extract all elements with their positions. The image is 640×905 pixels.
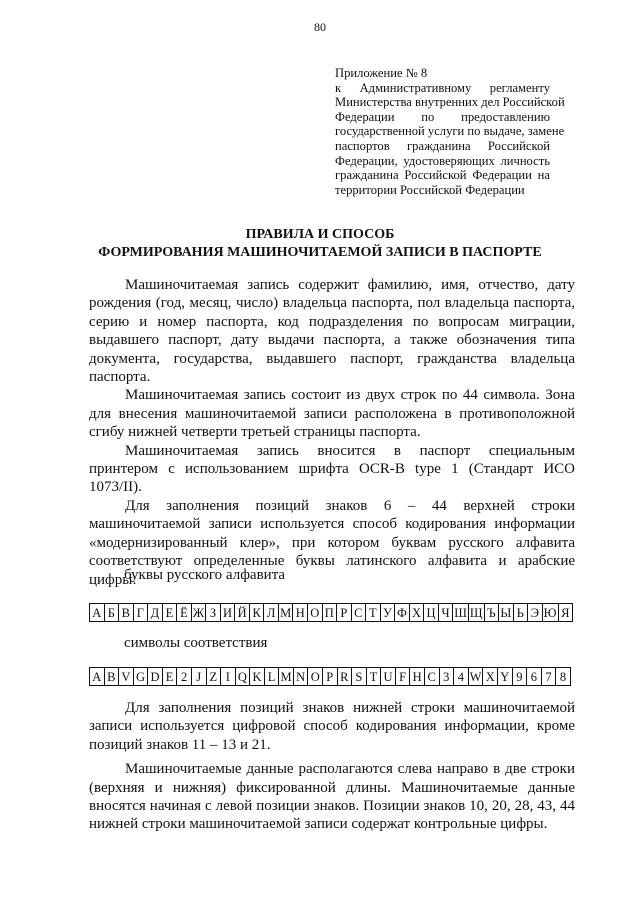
character-cell: Г: [134, 604, 149, 621]
paragraph-line: принтером с использованием шрифта OCR-B type 1 (Стандарт ИСО: [89, 461, 575, 478]
character-cell: S: [352, 668, 367, 685]
paragraph-line: 1073/II).: [89, 479, 142, 496]
character-cell: Ы: [499, 604, 514, 621]
appendix-line: гражданина Российской Федерации на: [335, 168, 550, 183]
character-cell: М: [279, 604, 294, 621]
paragraph-line: позиций знаков 11 – 13 и 21.: [89, 736, 271, 753]
character-cell: И: [221, 604, 236, 621]
character-cell: K: [250, 668, 265, 685]
appendix-line: к Административному регламенту: [335, 80, 550, 95]
character-cell: В: [119, 604, 134, 621]
character-cell: B: [105, 668, 120, 685]
character-cell: G: [134, 668, 149, 685]
character-cell: О: [308, 604, 323, 621]
character-cell: Y: [498, 668, 513, 685]
document-title: [0, 226, 640, 262]
character-cell: M: [279, 668, 294, 685]
russian-alphabet-table: [89, 603, 573, 622]
character-cell: У: [381, 604, 396, 621]
character-cell: Х: [410, 604, 425, 621]
section-1: [89, 276, 575, 589]
appendix-line: Федерации, удостоверяющих личность: [335, 153, 550, 168]
paragraph-line: цифры:: [89, 571, 137, 588]
appendix-line: паспортов гражданина Российской: [335, 138, 550, 153]
paragraph-line: для внесения машиночитаемой записи расположена в противоположной: [89, 405, 575, 422]
paragraph-line: Машиночитаемая запись вносится в паспорт специальным: [125, 442, 575, 459]
section-2: [89, 699, 575, 834]
character-cell: P: [323, 668, 338, 685]
character-cell: 7: [542, 668, 557, 685]
character-cell: Q: [236, 668, 251, 685]
character-cell: Т: [366, 604, 381, 621]
character-cell: A: [90, 668, 105, 685]
title-line: ФОРМИРОВАНИЯ МАШИНОЧИТАЕМОЙ ЗАПИСИ В ПАСПОРТЕ: [98, 245, 542, 260]
character-cell: F: [396, 668, 411, 685]
title-line: ПРАВИЛА И СПОСОБ: [245, 227, 395, 242]
paragraph-line: паспорта.: [89, 369, 151, 386]
paragraph-line: Для заполнения позиций знаков нижней строки машиночитаемой: [125, 700, 575, 716]
character-cell: 6: [527, 668, 542, 685]
character-cell: E: [163, 668, 178, 685]
paragraph-line: Машиночитаемые данные располагаются слева направо в две строки: [125, 761, 575, 778]
character-cell: Ю: [543, 605, 557, 620]
paragraph-line: сгибу нижней четверти третьей страницы паспорта.: [89, 424, 421, 441]
character-cell: Е: [163, 604, 178, 621]
appendix-line: Федерации по предоставлению: [335, 109, 550, 124]
character-cell: V: [119, 668, 134, 685]
character-cell: Ж: [192, 604, 207, 621]
character-cell: N: [294, 668, 309, 685]
character-cell: 3: [440, 668, 455, 685]
character-cell: П: [323, 604, 338, 621]
character-cell: А: [90, 604, 105, 621]
paragraph-line: нижней строки машиночитаемой записи содержат контрольные цифры.: [89, 816, 548, 833]
paragraph-line: соответствуют определенные буквы латинского алфавита и арабские: [89, 553, 575, 570]
character-cell: Р: [337, 604, 352, 621]
appendix-header: [335, 66, 565, 197]
paragraph-line: документа, государства, выдавшего паспорт, гражданства владельца: [89, 350, 575, 367]
character-cell: 2: [177, 668, 192, 685]
character-cell: К: [250, 604, 265, 621]
character-cell: Z: [207, 668, 222, 685]
character-cell: Ё: [177, 604, 192, 621]
character-cell: Д: [148, 604, 163, 621]
character-cell: 8: [559, 669, 567, 684]
character-cell: I: [221, 668, 236, 685]
character-cell: Ц: [424, 604, 439, 621]
russian-alphabet-label: буквы русского алфавита: [124, 567, 286, 583]
character-cell: X: [483, 668, 498, 685]
paragraph-line: «модернизированный клер», при котором буквам русского алфавита: [89, 534, 575, 551]
character-cell: З: [206, 604, 221, 621]
character-cell: С: [352, 604, 367, 621]
paragraph-line: машиночитаемой записи используется способ кодирования информации: [89, 516, 575, 533]
paragraph-line: Машиночитаемая запись состоит из двух строк по 44 символа. Зона: [125, 387, 575, 404]
appendix-line: территории Российской Федерации: [335, 182, 525, 197]
character-cell: Ь: [514, 604, 529, 621]
character-cell: C: [425, 668, 440, 685]
appendix-line: государственной услуги по выдаче, замене: [335, 124, 565, 139]
character-cell: L: [265, 668, 280, 685]
paragraph-line: рождения (год, месяц, число) владельца паспорта, пол владельца паспорта,: [89, 295, 575, 312]
character-cell: Н: [293, 604, 308, 621]
character-cell: 9: [513, 668, 528, 685]
character-cell: O: [308, 668, 323, 685]
character-cell: Л: [264, 604, 279, 621]
paragraph-line: Для заполнения позиций знаков 6 – 44 верхней строки: [125, 497, 575, 514]
character-cell: Э: [528, 604, 543, 621]
character-cell: Щ: [469, 605, 483, 620]
character-cell: Ф: [395, 604, 410, 621]
character-cell: Ш: [454, 605, 467, 620]
paragraph-line: выдавшего паспорт, дату выдачи паспорта, а также обозначения типа: [89, 332, 575, 349]
paragraph-line: Машиночитаемая запись содержит фамилию, имя, отчество, дату: [125, 277, 575, 293]
character-cell: Б: [105, 604, 120, 621]
character-cell: Я: [561, 605, 570, 620]
latin-symbols-table: [89, 667, 571, 686]
character-cell: T: [367, 668, 382, 685]
paragraph-line: вносятся начиная с левой позиции знаков. Позиции знаков 10, 20, 28, 43, 44: [89, 798, 575, 815]
character-cell: Ъ: [485, 604, 500, 621]
character-cell: D: [148, 668, 163, 685]
character-cell: Й: [235, 604, 250, 621]
character-cell: R: [338, 668, 353, 685]
character-cell: U: [381, 668, 396, 685]
character-cell: J: [192, 668, 207, 685]
paragraph-line: (верхняя и нижняя) фиксированной длины. Машиночитаемые данные: [89, 779, 575, 796]
character-cell: 4: [454, 668, 469, 685]
character-cell: H: [410, 668, 425, 685]
character-cell: W: [469, 669, 482, 684]
character-cell: Ч: [439, 604, 454, 621]
symbols-label: символы соответствия: [124, 635, 268, 651]
page-number: 80: [314, 20, 326, 34]
paragraph-line: серию и номер паспорта, код подразделения по вопросам миграции,: [89, 313, 575, 330]
appendix-line: Приложение № 8: [335, 66, 428, 80]
paragraph-line: записи используется цифровой способ кодирования информации, кроме: [89, 718, 575, 735]
appendix-line: Министерства внутренних дел Российской: [335, 95, 565, 110]
